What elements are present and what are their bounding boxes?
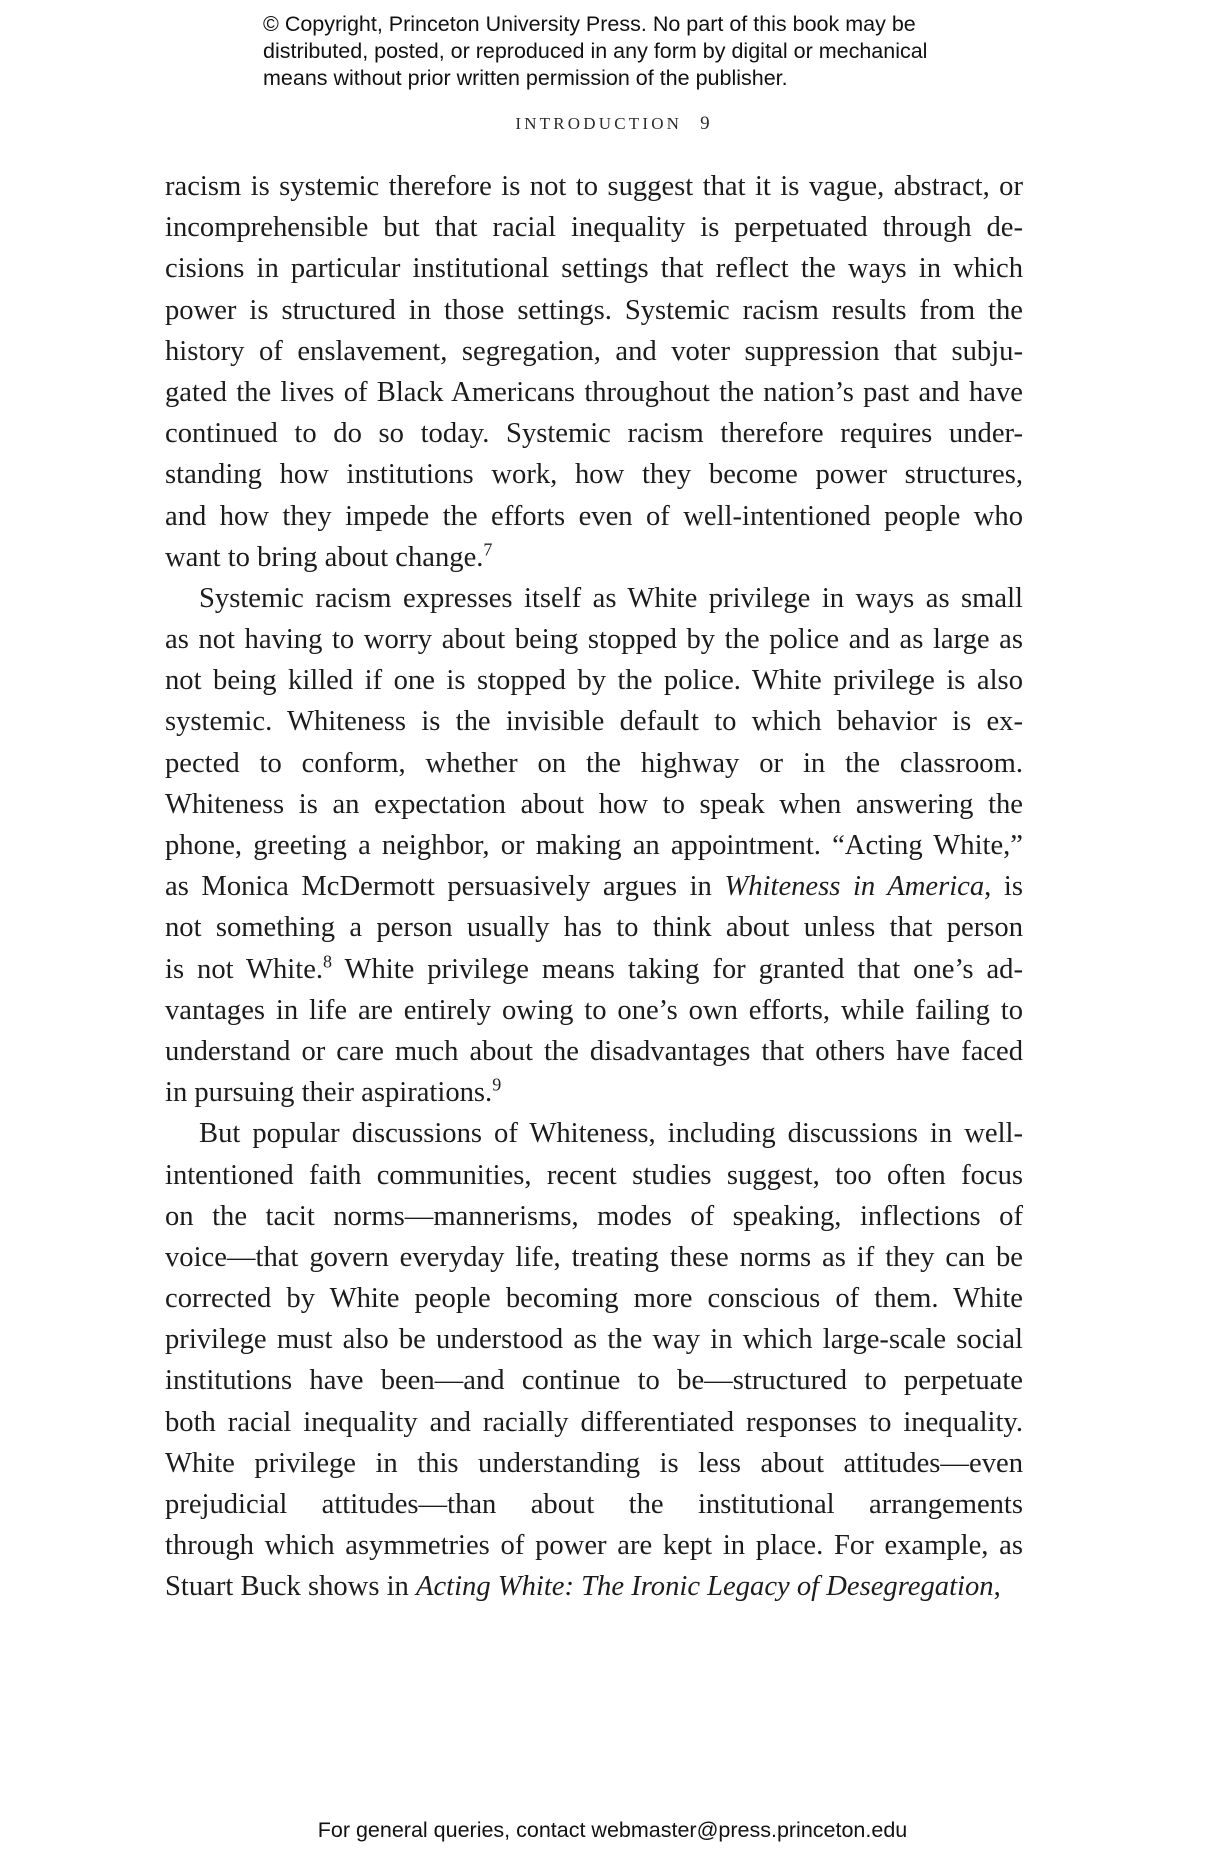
- italic-title: Whiteness in America: [724, 871, 985, 903]
- text-line: power is structured in those settings. Systemic racism results from the: [165, 294, 1023, 326]
- paragraph: [165, 1113, 1023, 1607]
- footnote-marker[interactable]: 7: [483, 539, 493, 560]
- chapter-title: INTRODUCTION: [515, 114, 683, 133]
- text-line: Systemic racism expresses itself as White privilege in ways as small: [199, 582, 1023, 614]
- text-line: But popular discussions of Whiteness, including discussions in well-: [199, 1118, 1023, 1150]
- text-line: incomprehensible but that racial inequality is perpetuated through de-: [165, 212, 1023, 244]
- text-line: on the tacit norms—mannerisms, modes of speaking, inflections of: [165, 1200, 1023, 1232]
- text-line: as not having to worry about being stopped by the police and as large as: [165, 624, 1023, 656]
- footnote-marker[interactable]: 9: [492, 1074, 502, 1095]
- paragraph: [165, 578, 1023, 1113]
- footnote-marker[interactable]: 8: [323, 951, 333, 972]
- text-line: both racial inequality and racially differentiated responses to inequality.: [165, 1406, 1023, 1438]
- text-line: not being killed if one is stopped by the police. White privilege is also: [165, 665, 1023, 697]
- text-line: cisions in particular institutional settings that reflect the ways in which: [165, 253, 1023, 285]
- text-line: racism is systemic therefore is not to suggest that it is vague, abstract, or: [165, 171, 1023, 202]
- text-line: through which asymmetries of power are kept in place. For example, as: [165, 1530, 1023, 1562]
- text-line: pected to conform, whether on the highway or in the classroom.: [165, 747, 1023, 779]
- text-line: not something a person usually has to think about unless that person: [165, 912, 1023, 944]
- page-number: 9: [700, 113, 710, 134]
- copyright-line: distributed, posted, or reproduced in any form by digital or mechanical: [263, 39, 928, 63]
- footer-contact: For general queries, contact webmaster@press.princeton.edu: [317, 1818, 908, 1842]
- text-line: vantages in life are entirely owing to one’s own efforts, while failing to: [165, 994, 1023, 1026]
- text-line: understand or care much about the disadvantages that others have faced: [165, 1035, 1023, 1067]
- copyright-notice: [263, 11, 1023, 92]
- text-line: continued to do so today. Systemic racism therefore requires under-: [165, 418, 1023, 450]
- italic-title: Acting White: The Ironic Legacy of Desegregation: [416, 1571, 994, 1603]
- text-line: privilege must also be understood as the way in which large-scale social: [165, 1324, 1023, 1356]
- text-line: institutions have been—and continue to be—structured to perpetuate: [165, 1365, 1023, 1397]
- text-line: Whiteness is an expectation about how to speak when answering the: [165, 788, 1023, 820]
- text-line: as Monica McDermott persuasively argues in Whiteness in America, is: [165, 871, 1023, 903]
- text-line: gated the lives of Black Americans throughout the nation’s past and have: [165, 376, 1023, 408]
- text-line: want to bring about change.$^7$: [165, 539, 493, 573]
- body-text: [165, 166, 1023, 1608]
- text-line: systemic. Whiteness is the invisible default to which behavior is ex-: [165, 706, 1023, 738]
- text-line: prejudicial attitudes—than about the institutional arrangements: [165, 1489, 1023, 1520]
- paragraph: [165, 166, 1023, 578]
- running-head: [0, 113, 1225, 135]
- text-line: phone, greeting a neighbor, or making an appointment. “Acting White,”: [165, 830, 1023, 861]
- text-line: voice—that govern everyday life, treating these norms as if they can be: [165, 1241, 1023, 1273]
- text-line: corrected by White people becoming more conscious of them. White: [165, 1283, 1023, 1315]
- text-line: intentioned faith communities, recent studies suggest, too often focus: [165, 1159, 1023, 1191]
- text-line: is not White.$^8$ White privilege means taking for granted that one’s ad-: [165, 951, 1023, 985]
- text-line: in pursuing their aspirations.$^9$: [165, 1074, 502, 1109]
- text-line: history of enslavement, segregation, and voter suppression that subju-: [165, 335, 1023, 367]
- copyright-line: © Copyright, Princeton University Press. No part of this book may be: [263, 12, 916, 36]
- text-line: Stuart Buck shows in Acting White: The Ironic Legacy of Desegregation,: [165, 1571, 1001, 1603]
- text-line: White privilege in this understanding is less about attitudes—even: [165, 1447, 1023, 1479]
- copyright-line: means without prior written permission of the publisher.: [263, 66, 788, 90]
- text-line: standing how institutions work, how they become power structures,: [165, 459, 1023, 491]
- text-line: and how they impede the efforts even of well-intentioned people who: [165, 500, 1023, 532]
